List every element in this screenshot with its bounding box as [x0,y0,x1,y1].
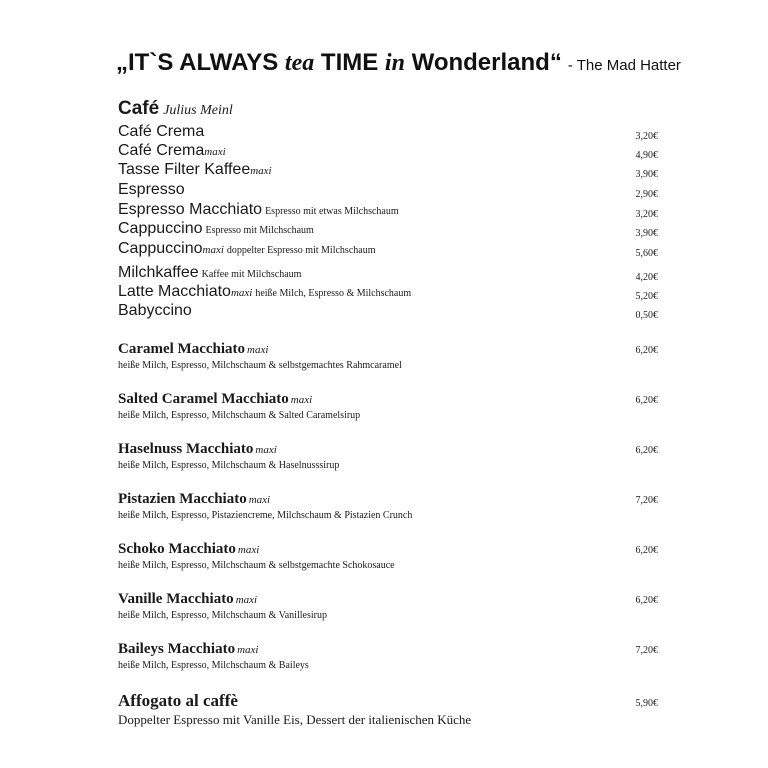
item-maxi: maxi [247,344,269,356]
item-desc: heiße Milch, Espresso, Milchschaum & Vanillesirup [118,610,327,621]
item-name: Tasse Filter Kaffee [118,161,251,178]
item-name: Milchkaffee [118,264,199,281]
item-desc: heiße Milch, Espresso, Milchschaum & selbstgemachtes Rahmcaramel [118,360,402,371]
item-price: 5,90€ [635,698,658,709]
special-item-5 [118,589,658,625]
section-heading-cafe [118,98,233,120]
item-price: 6,20€ [635,445,658,456]
item-maxi: maxi [237,644,259,656]
item-name: Haselnuss Macchiato [118,441,254,457]
item-price: 6,20€ [635,595,658,606]
item-price: 6,20€ [635,345,658,356]
item-desc: heiße Milch, Espresso & Milchschaum [255,288,412,299]
item-price: 5,20€ [635,291,658,302]
item-price: 6,20€ [635,545,658,556]
menu-item-5 [118,221,658,241]
item-price: 7,20€ [635,495,658,506]
item-maxi: maxi [204,146,226,158]
item-desc: heiße Milch, Espresso, Milchschaum & Baileys [118,660,309,671]
item-desc: Kaffee mit Milchschaum [201,269,302,280]
menu-item-2 [118,162,658,182]
title-part-in: in [384,50,405,76]
title-part-quote: „IT`S ALWAYS [116,49,285,76]
item-maxi: maxi [235,594,258,606]
item-name: Baileys Macchiato [118,641,236,657]
item-name: Latte Macchiato [118,283,231,300]
item-desc: heiße Milch, Espresso, Milchschaum & Salted Caramelsirup [118,410,361,421]
item-price: 3,90€ [635,228,658,239]
item-desc: doppelter Espresso mit Milchschaum [226,245,376,256]
section-title: Café [118,98,160,119]
item-price: 0,50€ [635,310,658,321]
item-price: 4,90€ [635,150,658,161]
title-attribution: - The Mad Hatter [567,57,681,74]
item-name: Espresso Macchiato [118,201,263,218]
item-name: Espresso [118,181,185,198]
special-item-6 [118,639,658,675]
item-name: Cappuccino [118,220,203,237]
item-maxi: maxi [248,494,271,506]
item-name: Salted Caramel Macchiato [118,391,289,407]
item-name: Cappuccino [118,240,203,257]
item-price: 6,20€ [635,395,658,406]
item-desc: heiße Milch, Espresso, Milchschaum & Haselnusssirup [118,460,340,471]
item-name: Schoko Macchiato [118,541,236,557]
item-name: Café Crema [118,142,205,159]
special-item-1 [118,389,658,425]
menu-item-3 [118,182,658,202]
item-price: 5,60€ [635,248,658,259]
menu-item-6 [118,241,658,261]
item-desc: heiße Milch, Espresso, Milchschaum & selbstgemachte Schokosauce [118,560,395,571]
special-item-2 [118,439,658,475]
item-maxi: maxi [290,394,313,406]
item-name: Caramel Macchiato [118,341,246,357]
item-desc: heiße Milch, Espresso, Pistaziencreme, Milchschaum & Pistazien Crunch [118,510,413,521]
item-maxi: maxi [237,544,260,556]
menu-item-8 [118,284,658,304]
item-price: 7,20€ [635,645,658,656]
item-desc: Doppelter Espresso mit Vanille Eis, Dessert der italienischen Küche [118,712,472,727]
item-desc: Espresso mit Milchschaum [205,225,314,236]
page-title [116,48,681,81]
item-price: 3,20€ [635,131,658,142]
item-price: 2,90€ [635,189,658,200]
special-item-3 [118,489,658,525]
item-name: Babyccino [118,302,192,319]
item-name: Café Crema [118,123,205,140]
special-item-0 [118,339,658,375]
item-name: Pistazien Macchiato [118,491,247,507]
section-brand: Julius Meinl [163,103,233,118]
item-price: 3,90€ [635,169,658,180]
item-price: 3,20€ [635,209,658,220]
item-name: Affogato al caffè [118,691,238,710]
title-part-tea: tea [284,50,315,76]
item-name: Vanille Macchiato [118,591,234,607]
item-maxi: maxi [202,244,224,256]
item-maxi: maxi [255,444,277,456]
item-maxi: maxi [250,165,272,177]
menu-item-9 [118,303,658,323]
title-part-wonderland: Wonderland“ [404,49,562,76]
title-part-time: TIME [314,49,385,76]
special-item-4 [118,539,658,575]
item-price: 4,20€ [635,272,658,283]
item-desc: Espresso mit etwas Milchschaum [265,206,399,217]
menu-item-affogato [118,690,658,730]
item-maxi: maxi [230,287,253,299]
